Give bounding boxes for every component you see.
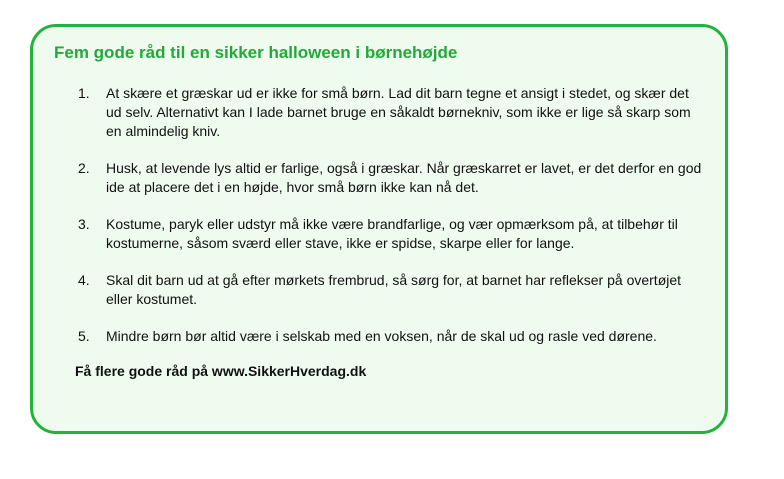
list-item-text: Husk, at levende lys altid er farlige, også i græskar. Når græskarret er lavet, er det derfor en god ide at placere det i en højde, hvor små børn ikke kan nå det.	[106, 160, 702, 195]
list-item-text: Skal dit barn ud at gå efter mørkets frembrud, så sørg for, at barnet har reflekser på overtøjet eller kostumet.	[106, 272, 682, 307]
tips-list	[78, 84, 708, 364]
list-item-text: Mindre børn bør altid være i selskab med en voksen, når de skal ud og rasle ved dørene.	[106, 328, 657, 344]
list-item-text: At skære et græskar ud er ikke for små børn. Lad dit barn tegne et ansigt i stedet, og skær det ud selv. Alternativt kan I lade barnet bruge en såkaldt børnekniv, som ikke er lige så skarp som en almindelig kniv.	[106, 85, 691, 139]
list-item	[78, 159, 708, 197]
list-item-number: 5.	[78, 328, 90, 344]
list-item-number: 4.	[78, 272, 90, 288]
list-item	[78, 215, 708, 253]
tips-card	[30, 24, 728, 434]
list-item-number: 2.	[78, 160, 90, 176]
list-item	[78, 271, 708, 309]
list-item-text: Kostume, paryk eller udstyr må ikke være brandfarlige, og vær opmærksom på, at tilbehør til kostumerne, såsom sværd eller stave, ikke er spidse, skarpe eller for lange.	[106, 216, 678, 251]
list-item-number: 1.	[78, 85, 90, 101]
list-item-number: 3.	[78, 216, 90, 232]
footer-link-text: Få flere gode råd på www.SikkerHverdag.dk	[75, 363, 367, 379]
list-item	[78, 84, 708, 141]
card-title: Fem gode råd til en sikker halloween i børnehøjde	[54, 43, 458, 62]
list-item	[78, 327, 708, 346]
